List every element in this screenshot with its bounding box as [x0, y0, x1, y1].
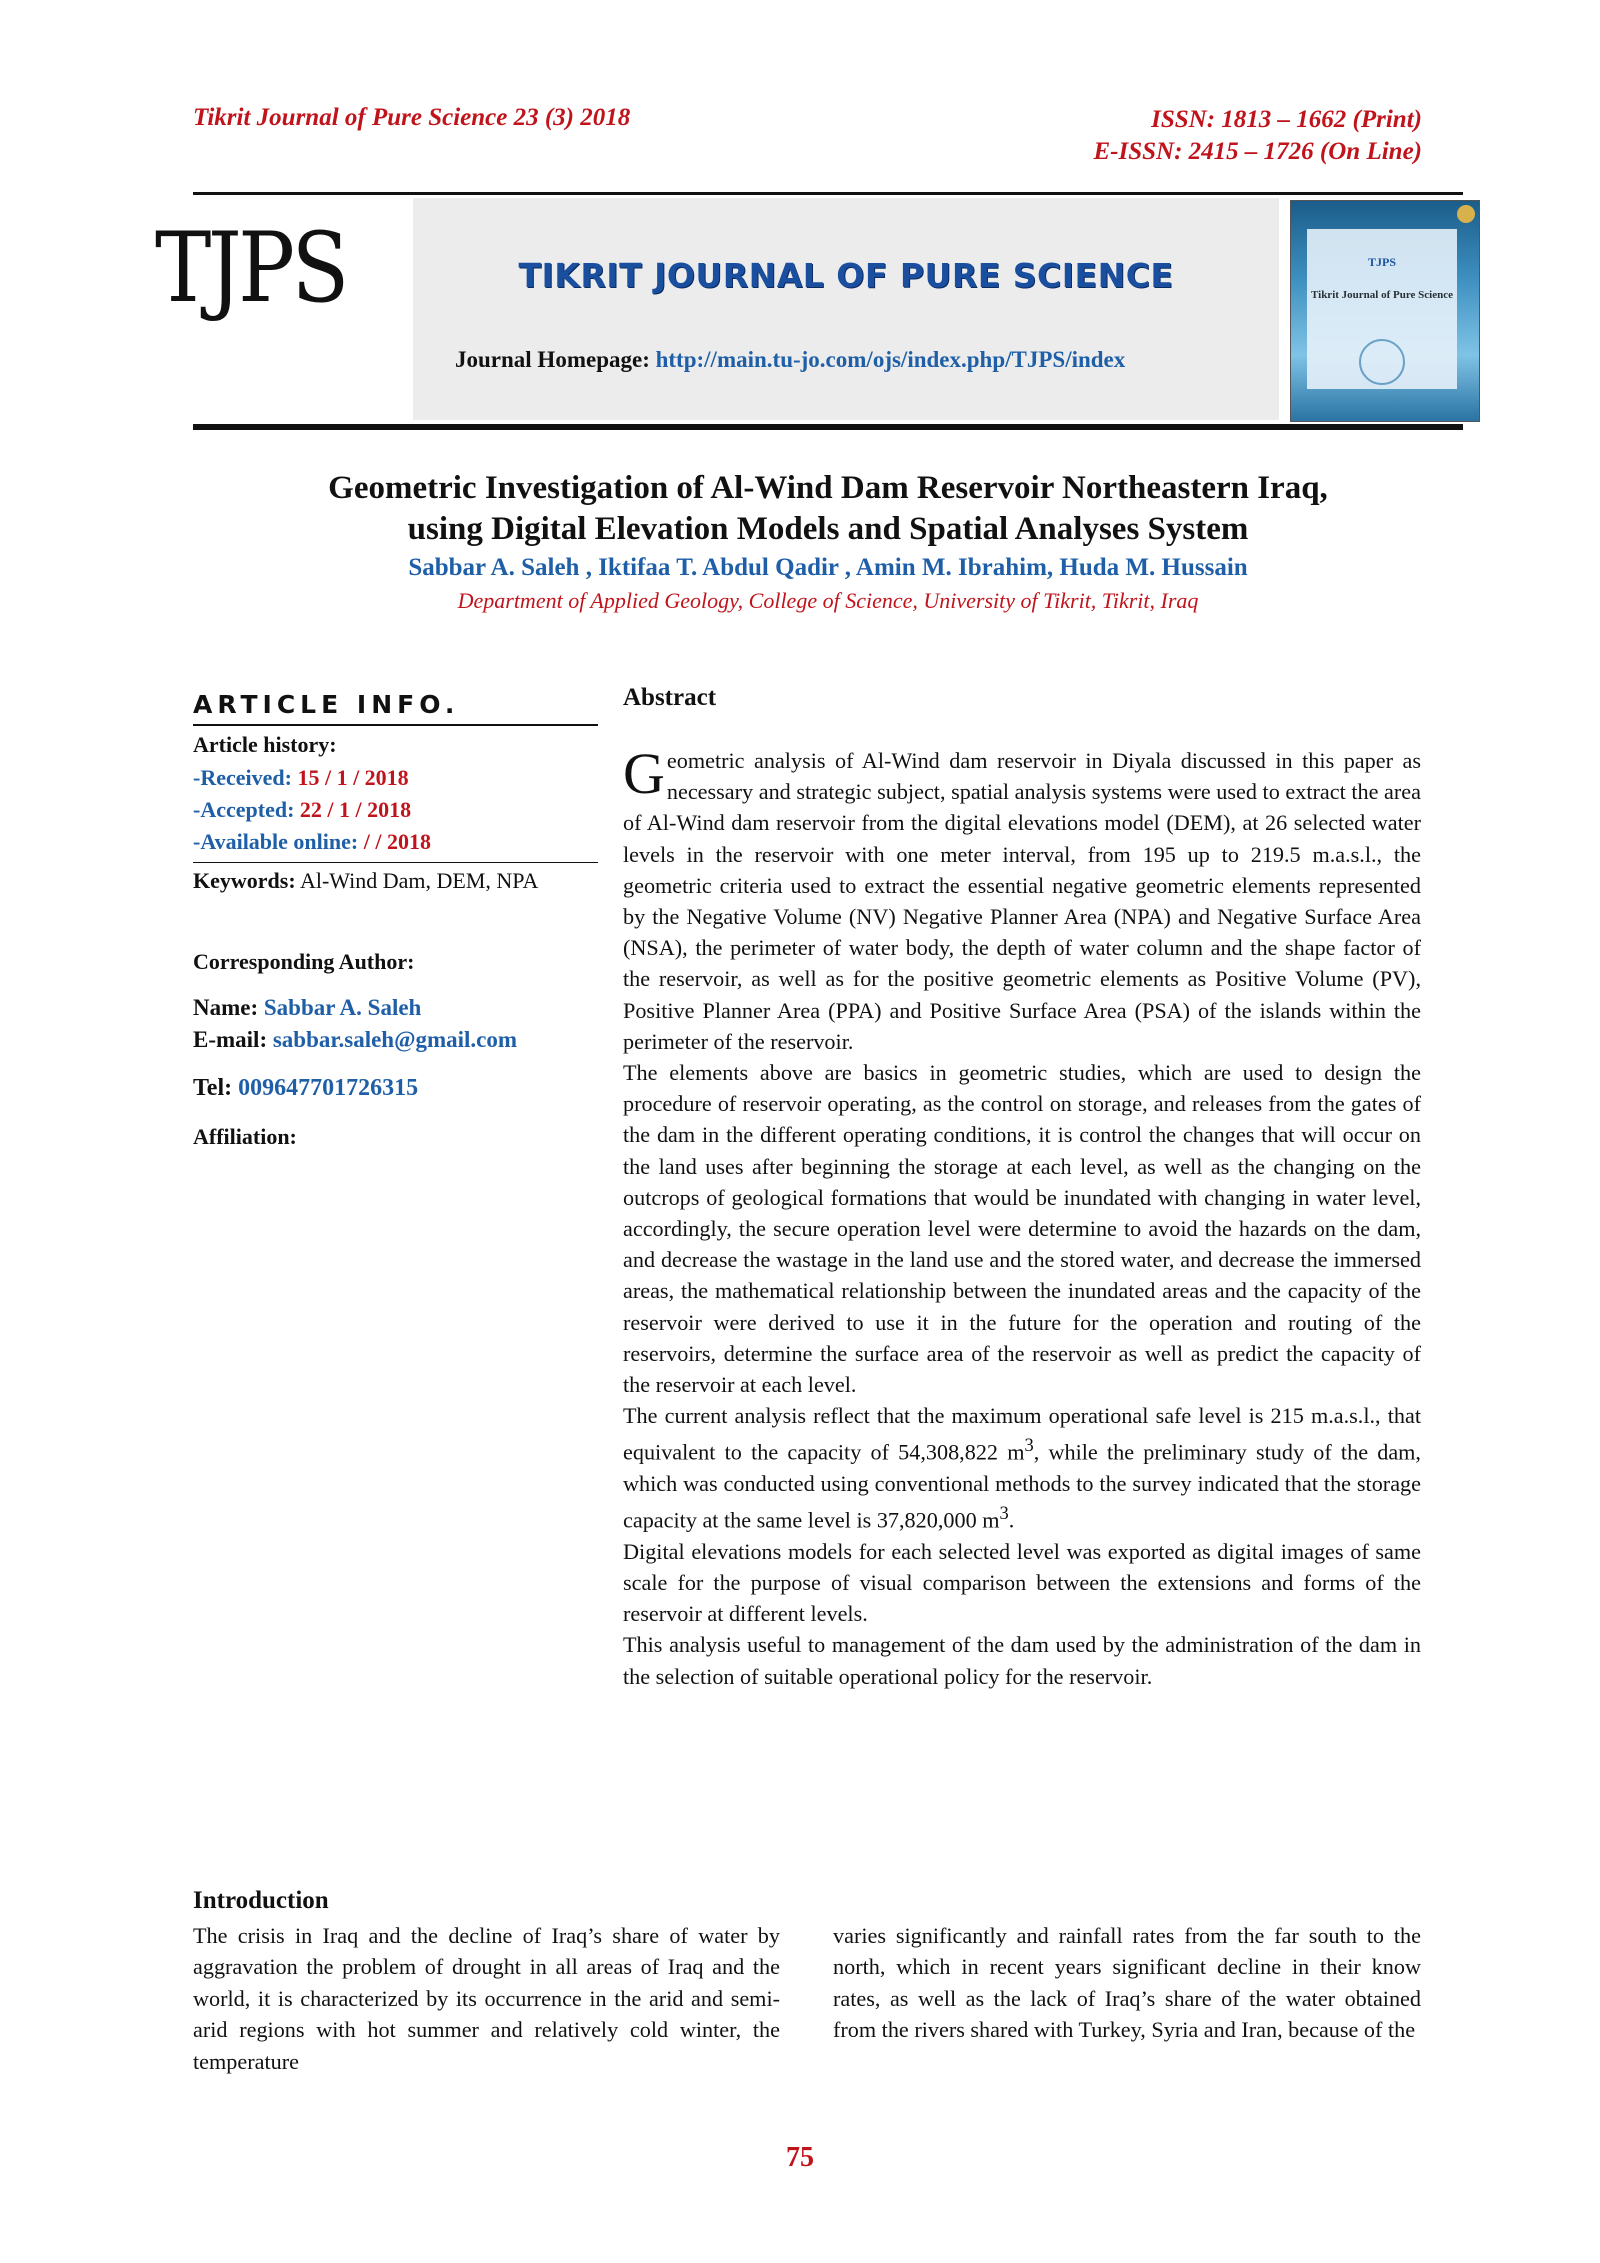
abstract-paragraph-1	[623, 741, 1421, 1057]
banner-background	[413, 198, 1279, 420]
header-rule	[193, 192, 1463, 195]
received-label: -Received:	[193, 765, 298, 790]
author-email	[193, 1027, 517, 1053]
affiliation-label: Affiliation:	[193, 1124, 297, 1149]
superscript: 3	[999, 1504, 1009, 1525]
abstract-p3-a: The current analysis reflect that the maximum operational safe level is 215 m.a.s.l., that equivalent to the capacity of 54,308,822 m	[623, 1403, 1421, 1465]
author-list: Sabbar A. Saleh , Iktifaa T. Abdul Qadir , Amin M. Ibrahim, Huda M. Hussain	[408, 554, 1248, 581]
abstract-paragraph-5: This analysis useful to management of the dam used by the administration of the dam in the selection of suitable operational policy for the reservoir.	[623, 1632, 1421, 1689]
available-value: / / 2018	[363, 829, 431, 854]
introduction-column-2: varies significantly and rainfall rates from the far south to the north, which in recent years significant decline in their know rates, as well as the lack of Iraq’s share of the water obtained from the rivers shared with Turkey, Syria and Iran, because of the	[833, 1923, 1421, 2043]
issn-print: ISSN: 1813 – 1662 (Print)	[1151, 106, 1422, 133]
keywords-label: Keywords:	[193, 868, 296, 893]
tjps-logo: TJPS	[155, 212, 346, 324]
paper-title	[193, 468, 1463, 550]
issn-online: E-ISSN: 2415 – 1726 (On Line)	[1093, 138, 1422, 165]
journal-name: TIKRIT JOURNAL OF PURE SCIENCE	[518, 256, 1174, 295]
email-link[interactable]: sabbar.saleh@gmail.com	[272, 1027, 518, 1052]
journal-homepage	[455, 347, 1125, 373]
article-info-rule	[193, 724, 598, 726]
banner-rule	[193, 424, 1463, 430]
available-label: -Available online:	[193, 829, 364, 854]
homepage-label: Journal Homepage:	[455, 347, 656, 372]
name-label: Name:	[193, 995, 264, 1020]
article-info-heading: ARTICLE INFO.	[193, 690, 460, 719]
corresponding-author-label: Corresponding Author:	[193, 949, 415, 974]
name-value: Sabbar A. Saleh	[263, 995, 422, 1020]
abstract-p3-c: .	[1008, 1507, 1015, 1533]
tel-label: Tel:	[193, 1075, 239, 1101]
journal-cover-image	[1290, 200, 1480, 422]
page-number: 75	[786, 2142, 814, 2173]
author-affiliation: Department of Applied Geology, College of Science, University of Tikrit, Tikrit, Iraq	[457, 588, 1199, 613]
received-value: 15 / 1 / 2018	[297, 765, 409, 790]
issn-block	[1094, 104, 1423, 168]
accepted-label: -Accepted:	[193, 797, 300, 822]
author-name	[193, 995, 421, 1021]
available-online-date	[193, 829, 431, 855]
accepted-value: 22 / 1 / 2018	[299, 797, 412, 822]
abstract-p1-text: eometric analysis of Al-Wind dam reservoir in Diyala discussed in this paper as necessary and strategic subject, spatial analysis systems were used to extract the area of Al-Wind dam reservoir from the digital elevations model (DEM), at 26 selected water levels in the reservoir with one meter interval, from 195 up to 219.5 m.a.s.l., the geometric criteria used to extract the essential negative geometric elements represented by the Negative Volume (NV) Negative Planner Area (NPA) and Negative Surface Area (NSA), the perimeter of water body, the depth of water column and the shape factor of the reservoir, as well as for the positive geometric elements as Positive Volume (PV), Positive Planner Area (PPA) and Positive Surface Area (PSA) of the islands within the perimeter of the reservoir.	[623, 748, 1421, 1054]
abstract-p3-b: , while the preliminary study of the dam, which was conducted using conventional methods to the survey indicated that the storage capacity at the same level is 37,820,000 m	[623, 1439, 1421, 1533]
tel-value: 009647701726315	[238, 1075, 419, 1101]
superscript: 3	[1024, 1436, 1034, 1457]
cover-seal-icon	[1359, 339, 1405, 385]
received-date	[193, 765, 409, 791]
drop-cap: G	[623, 741, 665, 806]
keywords	[193, 866, 598, 896]
abstract-paragraph-2: The elements above are basics in geometric studies, which are used to design the procedure of reservoir operating, as the control on storage, and releases from the gates of the dam in the different operating conditions, it is control the changes that will occur on the land uses after beginning the storage at each level, as well as the changing on the outcrops of geological formations that would be inundated with changing in water level, accordingly, the secure operation level were determine to avoid the hazards on the dam, and decrease the wastage in the land use and the stored water, and decrease the immersed areas, the mathematical relationship between the inundated areas and the capacity of the reservoir were derived to use it in the future for the operation and routing of the reservoirs, determine the surface area of the reservoir as well as predict the capacity of the reservoir at each level.	[623, 1060, 1421, 1398]
author-tel	[193, 1075, 418, 1102]
homepage-link[interactable]: http://main.tu-jo.com/ojs/index.php/TJPS/index	[655, 347, 1126, 372]
title-line-2: using Digital Elevation Models and Spatial Analyses System	[407, 511, 1249, 547]
introduction-column-1: The crisis in Iraq and the decline of Iraq’s share of water by aggravation the problem of drought in all areas of Iraq and the world, it is characterized by its occurrence in the arid and semi-arid regions with hot summer and relatively cold winter, the temperature	[193, 1923, 780, 2074]
abstract-body	[623, 741, 1421, 1692]
university-emblem-icon	[1457, 205, 1475, 223]
cover-title: Tikrit Journal of Pure Science	[1311, 289, 1453, 301]
email-label: E-mail:	[193, 1027, 273, 1052]
abstract-heading: Abstract	[623, 684, 717, 711]
introduction-heading: Introduction	[193, 1887, 329, 1914]
journal-issue: Tikrit Journal of Pure Science 23 (3) 2018	[193, 104, 631, 131]
title-line-1: Geometric Investigation of Al-Wind Dam Reservoir Northeastern Iraq,	[328, 470, 1328, 506]
abstract-paragraph-3	[623, 1400, 1421, 1536]
accepted-date	[193, 797, 411, 823]
cover-logo: TJPS	[1367, 255, 1396, 269]
cover-panel	[1307, 229, 1457, 389]
keywords-value: Al-Wind Dam, DEM, NPA	[295, 868, 539, 893]
history-rule	[193, 862, 598, 863]
abstract-paragraph-4: Digital elevations models for each selected level was exported as digital images of same scale for the purpose of visual comparison between the extensions and forms of the reservoir at different levels.	[623, 1538, 1421, 1627]
article-history-label: Article history:	[193, 732, 337, 757]
